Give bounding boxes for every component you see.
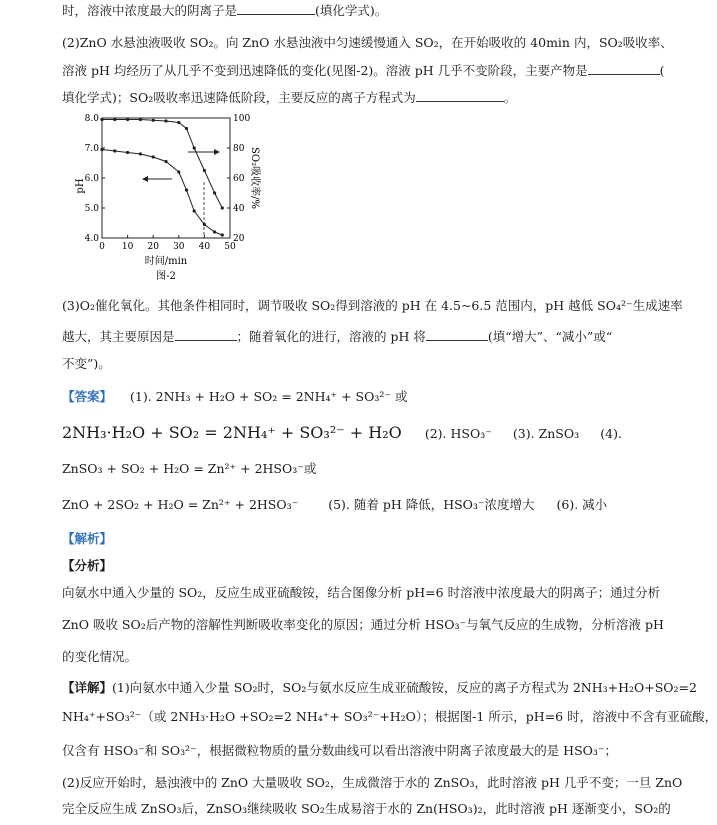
q3-line2-mid: ；随着氧化的进行，溶液的 pH 将 — [236, 329, 426, 344]
detail-line3: 仅含有 HSO₃⁻和 SO₃²⁻，根据微粒物质的量分数曲线可以看出溶液中阴离子浓度最大的是 HSO₃⁻； — [62, 743, 617, 758]
q3-line3: 不变”)。 — [62, 356, 111, 371]
arrow-right-head — [214, 149, 220, 155]
answer-or: 或 — [394, 389, 408, 404]
x-tick-label: 30 — [173, 242, 185, 252]
analysis-subtag: 【分析】 — [62, 558, 113, 573]
answer-blank — [237, 2, 315, 15]
q2-line2 — [62, 62, 665, 79]
answer-1-num: (1). — [130, 389, 152, 404]
q2-line3-end: 。 — [503, 90, 517, 105]
y-left-tick-label: 5.0 — [84, 204, 99, 214]
answer-blank — [426, 328, 488, 341]
answer-blank — [175, 328, 237, 341]
answer-1-eq2: 2NH₃·H₂O + SO₂ = 2NH₄⁺ + SO₃²⁻ + H₂O — [62, 423, 402, 442]
figure-2-chart — [75, 112, 260, 292]
y-right-tick-label: 20 — [233, 234, 245, 244]
answer-4-eq1: ZnSO₃ + SO₂ + H₂O = Zn²⁺ + 2HSO₃⁻ — [62, 461, 304, 476]
data-point — [193, 146, 196, 149]
x-tick-label: 20 — [147, 242, 159, 252]
y-left-tick-label: 4.0 — [84, 234, 99, 244]
y-right-label: SO₂吸收率/% — [249, 147, 260, 209]
x-tick-label: 10 — [121, 242, 134, 252]
detail-tag: 【详解】 — [62, 680, 113, 695]
q2-line3 — [62, 89, 516, 106]
data-point — [185, 127, 188, 130]
data-point — [177, 121, 180, 124]
analysis-p1: 向氨水中通入少量的 SO₂，反应生成亚硫酸铵，结合图像分析 pH=6 时溶液中浓度最大的阴离子；通过分析 — [62, 585, 661, 600]
q1-end-tail: (填化学式)。 — [315, 3, 388, 18]
answer-line2 — [62, 423, 622, 444]
y-right-tick-label: 100 — [233, 114, 251, 124]
q2-line2-text: 溶液 pH 均经历了从几乎不变到迅速降低的变化(见图-2)。溶液 pH 几乎不变阶段，主要产物是 — [62, 63, 588, 78]
analysis-tag-line — [62, 531, 112, 547]
y-left-label: pH — [75, 178, 86, 194]
data-point — [100, 148, 103, 151]
y-left-tick-label: 6.0 — [84, 174, 99, 184]
data-point — [126, 118, 129, 121]
q3-line2 — [62, 328, 612, 345]
y-right-tick-label: 80 — [233, 144, 245, 154]
q1-end-text: 时，溶液中浓度最大的阴离子是 — [62, 3, 238, 18]
data-point — [185, 188, 188, 191]
y-right-tick-label: 40 — [233, 204, 245, 214]
answer-1-eq: 2NH₃ + H₂O + SO₂ = 2NH₄⁺ + SO₃²⁻ — [155, 389, 391, 404]
data-point — [213, 230, 216, 233]
q1-end-line — [62, 2, 387, 19]
data-point — [113, 149, 116, 152]
data-point — [164, 119, 167, 122]
x-tick-label: 0 — [99, 242, 105, 252]
x-tick-label: 40 — [198, 242, 211, 252]
y-right-tick-label: 60 — [233, 174, 245, 184]
data-point — [126, 151, 129, 154]
answer-6: (6). 减小 — [556, 497, 608, 512]
x-axis-label: 时间/min — [144, 256, 188, 267]
answer-4-or: 或 — [303, 461, 317, 476]
data-point — [139, 152, 142, 155]
q2-line3-text: 填化学式)；SO₂吸收率迅速降低阶段，主要反应的离子方程式为 — [62, 90, 416, 105]
detail-line2: NH₄⁺+SO₃²⁻（或 2NH₃·H₂O +SO₂=2 NH₄⁺+ SO₃²⁻+H₂O）；根据图-1 所示，pH=6 时，溶液中不含有亚硫酸， — [62, 709, 717, 724]
figure-caption: 图-2 — [156, 271, 176, 282]
y-left-tick-label: 7.0 — [84, 144, 99, 154]
answer-line1 — [62, 389, 407, 405]
detail-line1 — [62, 680, 697, 696]
answer-tag: 【答案】 — [62, 389, 113, 404]
data-point — [100, 118, 103, 121]
data-point — [221, 233, 224, 236]
q3-line2-end: (填“增大”、“减小”或“ — [487, 329, 613, 344]
data-point — [152, 155, 155, 158]
data-point — [193, 209, 196, 212]
data-point — [152, 119, 155, 122]
detail-line5: 完全反应生成 ZnSO₃后，ZnSO₃继续吸收 SO₂生成易溶于水的 Zn(HSO₃)₂，此时溶液 pH 逐渐变小，SO₂的 — [62, 801, 671, 816]
answer-2: (2). HSO₃⁻ — [424, 426, 492, 441]
answer-3: (3). ZnSO₃ — [512, 426, 580, 441]
data-point — [177, 170, 180, 173]
analysis-tag: 【解析】 — [62, 531, 113, 546]
data-point — [139, 118, 142, 121]
x-tick-label: 50 — [224, 242, 236, 252]
arrow-left-head — [142, 176, 148, 182]
q2-line2-paren: ( — [659, 63, 665, 78]
analysis-p2: ZnO 吸收 SO₂后产物的溶解性判断吸收率变化的原因；通过分析 HSO₃⁻与氧气反应的生成物，分析溶液 pH — [62, 617, 664, 632]
answer-4: (4). — [600, 426, 622, 441]
q3-line2-text: 越大，其主要原因是 — [62, 329, 175, 344]
data-point — [203, 169, 206, 172]
y-left-tick-label: 8.0 — [84, 114, 99, 124]
answer-5: (5). 随着 pH 降低，HSO₃⁻浓度增大 — [328, 497, 535, 512]
answer-blank — [416, 89, 504, 102]
q2-line1: (2)ZnO 水悬浊液吸收 SO₂。向 ZnO 水悬浊液中匀速缓慢通入 SO₂，在开始吸收的 40min 内，SO₂吸收率、 — [62, 35, 673, 50]
detail-d1: (1)向氨水中通入少量 SO₂时，SO₂与氨水反应生成亚硫酸铵，反应的离子方程式为 2NH₃+H₂O+SO₂=2 — [112, 680, 697, 695]
answer-4-eq2: ZnO + 2SO₂ + H₂O = Zn²⁺ + 2HSO₃⁻ — [62, 497, 299, 512]
answer-blank — [588, 62, 660, 75]
data-point — [213, 191, 216, 194]
analysis-p3: 的变化情况。 — [62, 649, 138, 664]
data-point — [113, 118, 116, 121]
answer-line3 — [62, 461, 316, 477]
q3-line1: (3)O₂催化氧化。其他条件相同时，调节吸收 SO₂得到溶液的 pH 在 4.5~6.5 范围内，pH 越低 SO₄²⁻生成速率 — [62, 298, 683, 313]
plot-frame — [102, 118, 230, 238]
data-point — [221, 206, 224, 209]
answer-line4 — [62, 497, 607, 513]
detail-line4: (2)反应开始时，悬浊液中的 ZnO 大量吸收 SO₂，生成微溶于水的 ZnSO₃，此时溶液 pH 几乎不变；一旦 ZnO — [62, 775, 683, 790]
data-point — [164, 160, 167, 163]
